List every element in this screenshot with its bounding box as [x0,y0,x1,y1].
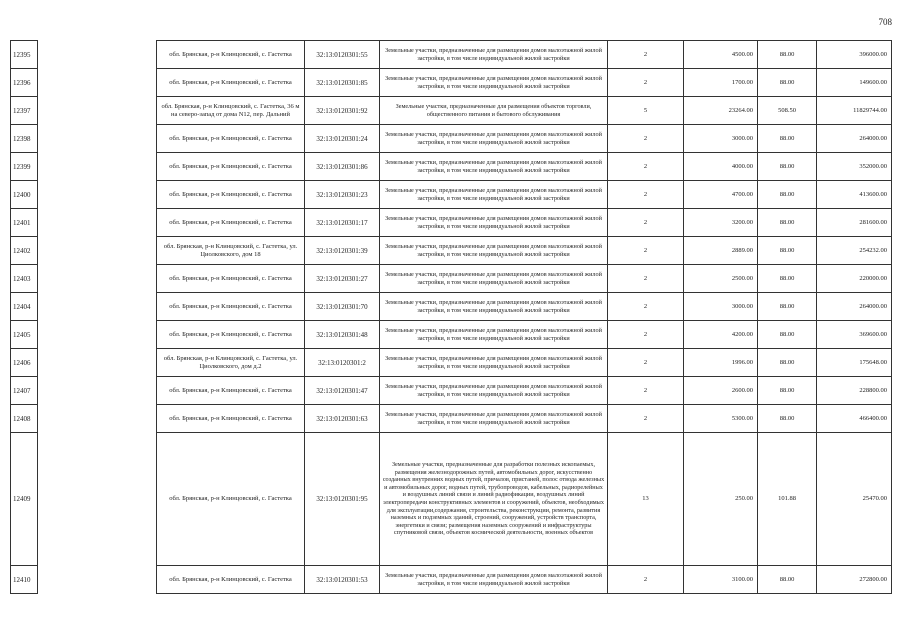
table-row [157,433,892,566]
address-cell: обл. Брянская, р-н Клинцовский, с. Гастетка [157,377,305,405]
rate-cell: 88.00 [758,377,817,405]
row-id: 12410 [11,566,38,594]
cadastral-number-cell: 32:13:0120301:39 [305,237,380,265]
area-cell: 2600.00 [684,377,758,405]
address-cell: обл. Брянская, р-н Клинцовский, с. Гастетка [157,153,305,181]
area-cell: 2500.00 [684,265,758,293]
table-row [157,41,892,69]
table-row [157,237,892,265]
page-number: 708 [878,17,892,27]
area-cell: 4500.00 [684,41,758,69]
rate-cell: 88.00 [758,69,817,97]
row-id-column [10,40,38,594]
table-row [157,153,892,181]
land-use-cell: Земельные участки, предназначенные для размещения домов малоэтажной жилой застройки, в том числе индивидуальной жилой застройки [380,293,608,321]
table-row [157,566,892,594]
row-id-row [11,41,38,69]
table-row [157,293,892,321]
row-id: 12401 [11,209,38,237]
row-id-row [11,405,38,433]
rate-cell: 88.00 [758,293,817,321]
row-id-row [11,433,38,566]
cadastral-value-cell: 413600.00 [817,181,892,209]
rate-cell: 88.00 [758,237,817,265]
row-id-row [11,125,38,153]
row-id-row [11,349,38,377]
table-row [157,265,892,293]
row-id: 12402 [11,237,38,265]
group-cell: 2 [608,349,684,377]
group-cell: 2 [608,153,684,181]
rate-cell: 88.00 [758,405,817,433]
row-id-row [11,97,38,125]
area-cell: 1700.00 [684,69,758,97]
row-id-row [11,181,38,209]
land-use-cell: Земельные участки, предназначенные для размещения домов малоэтажной жилой застройки, в том числе индивидуальной жилой застройки [380,321,608,349]
cadastral-value-cell: 254232.00 [817,237,892,265]
rate-cell: 88.00 [758,321,817,349]
cadastral-number-cell: 32:13:0120301:17 [305,209,380,237]
group-cell: 2 [608,265,684,293]
table-row [157,377,892,405]
land-use-cell: Земельные участки, предназначенные для размещения домов малоэтажной жилой застройки, в том числе индивидуальной жилой застройки [380,566,608,594]
land-use-cell: Земельные участки, предназначенные для размещения домов малоэтажной жилой застройки, в том числе индивидуальной жилой застройки [380,349,608,377]
group-cell: 2 [608,566,684,594]
cadastral-number-cell: 32:13:0120301:48 [305,321,380,349]
row-id: 12409 [11,433,38,566]
land-use-cell: Земельные участки, предназначенные для разработки полезных ископаемых, размещения железнодорожных путей, автомобильных дорог, искусственно созданных внутренних водных путей, причалов, пристаней, полос отвода железных и автомобильных дорог, водных путей, трубопроводов, кабельных, радиорелейных и воздушных линий связи и линий радиофикации, воздушных линий электропередачи конструктивных элементов и сооружений, объектов, необходимых для эксплуатации,содержания, строительства, реконструкции, ремонта, развития наземных и подземных зданий, строений, сооружений, устройств транспорта, энергетики и связи; размещения наземных сооружений и инфраструктуры спутниковой связи, объектов космической деятельности, военных объектов [380,433,608,566]
cadastral-number-cell: 32:13:0120301:95 [305,433,380,566]
address-cell: обл. Брянская, р-н Клинцовский, с. Гастетка, ул. Циолковского, дом д.2 [157,349,305,377]
rate-cell: 508.50 [758,97,817,125]
cadastral-value-cell: 281600.00 [817,209,892,237]
cadastral-number-cell: 32:13:0120301:27 [305,265,380,293]
table-row [157,405,892,433]
row-id-row [11,69,38,97]
address-cell: обл. Брянская, р-н Клинцовский, с. Гастетка [157,293,305,321]
cadastral-number-cell: 32:13:0120301:85 [305,69,380,97]
rate-cell: 88.00 [758,41,817,69]
cadastral-number-cell: 32:13:0120301:92 [305,97,380,125]
rate-cell: 88.00 [758,125,817,153]
rate-cell: 88.00 [758,153,817,181]
land-use-cell: Земельные участки, предназначенные для размещения домов малоэтажной жилой застройки, в том числе индивидуальной жилой застройки [380,125,608,153]
land-plots-table [156,40,892,594]
row-id: 12408 [11,405,38,433]
address-cell: обл. Брянская, р-н Клинцовский, с. Гастетка, ул. Циолковского, дом 18 [157,237,305,265]
group-cell: 13 [608,433,684,566]
land-use-cell: Земельные участки, предназначенные для размещения домов малоэтажной жилой застройки, в том числе индивидуальной жилой застройки [380,209,608,237]
address-cell: обл. Брянская, р-н Клинцовский, с. Гастетка [157,181,305,209]
address-cell: обл. Брянская, р-н Клинцовский, с. Гастетка [157,265,305,293]
group-cell: 2 [608,321,684,349]
group-cell: 2 [608,69,684,97]
row-id: 12404 [11,293,38,321]
address-cell: обл. Брянская, р-н Клинцовский, с. Гастетка [157,69,305,97]
land-use-cell: Земельные участки, предназначенные для размещения объектов торговли, общественного питания и бытового обслуживания [380,97,608,125]
cadastral-number-cell: 32:13:0120301:55 [305,41,380,69]
area-cell: 2889.00 [684,237,758,265]
group-cell: 2 [608,209,684,237]
rate-cell: 88.00 [758,349,817,377]
group-cell: 5 [608,97,684,125]
table-row [157,209,892,237]
group-cell: 2 [608,293,684,321]
group-cell: 2 [608,125,684,153]
cadastral-number-cell: 32:13:0120301:24 [305,125,380,153]
cadastral-value-cell: 11829744.00 [817,97,892,125]
address-cell: обл. Брянская, р-н Клинцовский, с. Гастетка [157,209,305,237]
address-cell: обл. Брянская, р-н Клинцовский, с. Гастетка [157,41,305,69]
address-cell: обл. Брянская, р-н Клинцовский, с. Гастетка [157,321,305,349]
cadastral-number-cell: 32:13:0120301:23 [305,181,380,209]
row-id-row [11,237,38,265]
row-id-row [11,566,38,594]
area-cell: 3000.00 [684,125,758,153]
land-use-cell: Земельные участки, предназначенные для размещения домов малоэтажной жилой застройки, в том числе индивидуальной жилой застройки [380,265,608,293]
row-id-row [11,265,38,293]
row-id-row [11,153,38,181]
table-row [157,69,892,97]
cadastral-value-cell: 175648.00 [817,349,892,377]
land-use-cell: Земельные участки, предназначенные для размещения домов малоэтажной жилой застройки, в том числе индивидуальной жилой застройки [380,237,608,265]
cadastral-value-cell: 264000.00 [817,125,892,153]
land-use-cell: Земельные участки, предназначенные для размещения домов малоэтажной жилой застройки, в том числе индивидуальной жилой застройки [380,153,608,181]
address-cell: обл. Брянская, р-н Клинцовский, с. Гастетка, 36 м на северо-запад от дома N12, пер. Дальний [157,97,305,125]
table-row [157,349,892,377]
cadastral-value-cell: 25470.00 [817,433,892,566]
row-id: 12399 [11,153,38,181]
cadastral-number-cell: 32:13:0120301:63 [305,405,380,433]
land-use-cell: Земельные участки, предназначенные для размещения домов малоэтажной жилой застройки, в том числе индивидуальной жилой застройки [380,181,608,209]
row-id: 12398 [11,125,38,153]
row-id: 12406 [11,349,38,377]
row-id: 12395 [11,41,38,69]
row-id: 12403 [11,265,38,293]
table-row [157,125,892,153]
address-cell: обл. Брянская, р-н Клинцовский, с. Гастетка [157,433,305,566]
row-id-row [11,321,38,349]
group-cell: 2 [608,181,684,209]
area-cell: 3100.00 [684,566,758,594]
row-id: 12400 [11,181,38,209]
group-cell: 2 [608,377,684,405]
cadastral-number-cell: 32:13:0120301:2 [305,349,380,377]
area-cell: 250.00 [684,433,758,566]
row-id: 12396 [11,69,38,97]
land-use-cell: Земельные участки, предназначенные для размещения домов малоэтажной жилой застройки, в том числе индивидуальной жилой застройки [380,69,608,97]
cadastral-number-cell: 32:13:0120301:70 [305,293,380,321]
table-row [157,97,892,125]
cadastral-value-cell: 466400.00 [817,405,892,433]
cadastral-value-cell: 272800.00 [817,566,892,594]
area-cell: 1996.00 [684,349,758,377]
row-id-row [11,293,38,321]
cadastral-value-cell: 396000.00 [817,41,892,69]
address-cell: обл. Брянская, р-н Клинцовский, с. Гастетка [157,125,305,153]
group-cell: 2 [608,237,684,265]
table-row [157,321,892,349]
address-cell: обл. Брянская, р-н Клинцовский, с. Гастетка [157,405,305,433]
rate-cell: 88.00 [758,566,817,594]
row-id: 12397 [11,97,38,125]
cadastral-value-cell: 369600.00 [817,321,892,349]
address-cell: обл. Брянская, р-н Клинцовский, с. Гастетка [157,566,305,594]
land-use-cell: Земельные участки, предназначенные для размещения домов малоэтажной жилой застройки, в том числе индивидуальной жилой застройки [380,41,608,69]
cadastral-value-cell: 264000.00 [817,293,892,321]
area-cell: 4000.00 [684,153,758,181]
area-cell: 5300.00 [684,405,758,433]
cadastral-value-cell: 352000.00 [817,153,892,181]
cadastral-number-cell: 32:13:0120301:47 [305,377,380,405]
rate-cell: 88.00 [758,209,817,237]
land-use-cell: Земельные участки, предназначенные для размещения домов малоэтажной жилой застройки, в том числе индивидуальной жилой застройки [380,405,608,433]
area-cell: 23264.00 [684,97,758,125]
row-id: 12407 [11,377,38,405]
cadastral-number-cell: 32:13:0120301:86 [305,153,380,181]
area-cell: 4200.00 [684,321,758,349]
cadastral-number-cell: 32:13:0120301:53 [305,566,380,594]
land-use-cell: Земельные участки, предназначенные для размещения домов малоэтажной жилой застройки, в том числе индивидуальной жилой застройки [380,377,608,405]
rate-cell: 101.88 [758,433,817,566]
row-id: 12405 [11,321,38,349]
cadastral-value-cell: 228800.00 [817,377,892,405]
area-cell: 3200.00 [684,209,758,237]
rate-cell: 88.00 [758,265,817,293]
area-cell: 3000.00 [684,293,758,321]
cadastral-value-cell: 220000.00 [817,265,892,293]
table-row [157,181,892,209]
row-id-row [11,209,38,237]
group-cell: 2 [608,41,684,69]
area-cell: 4700.00 [684,181,758,209]
row-id-row [11,377,38,405]
group-cell: 2 [608,405,684,433]
rate-cell: 88.00 [758,181,817,209]
cadastral-value-cell: 149600.00 [817,69,892,97]
